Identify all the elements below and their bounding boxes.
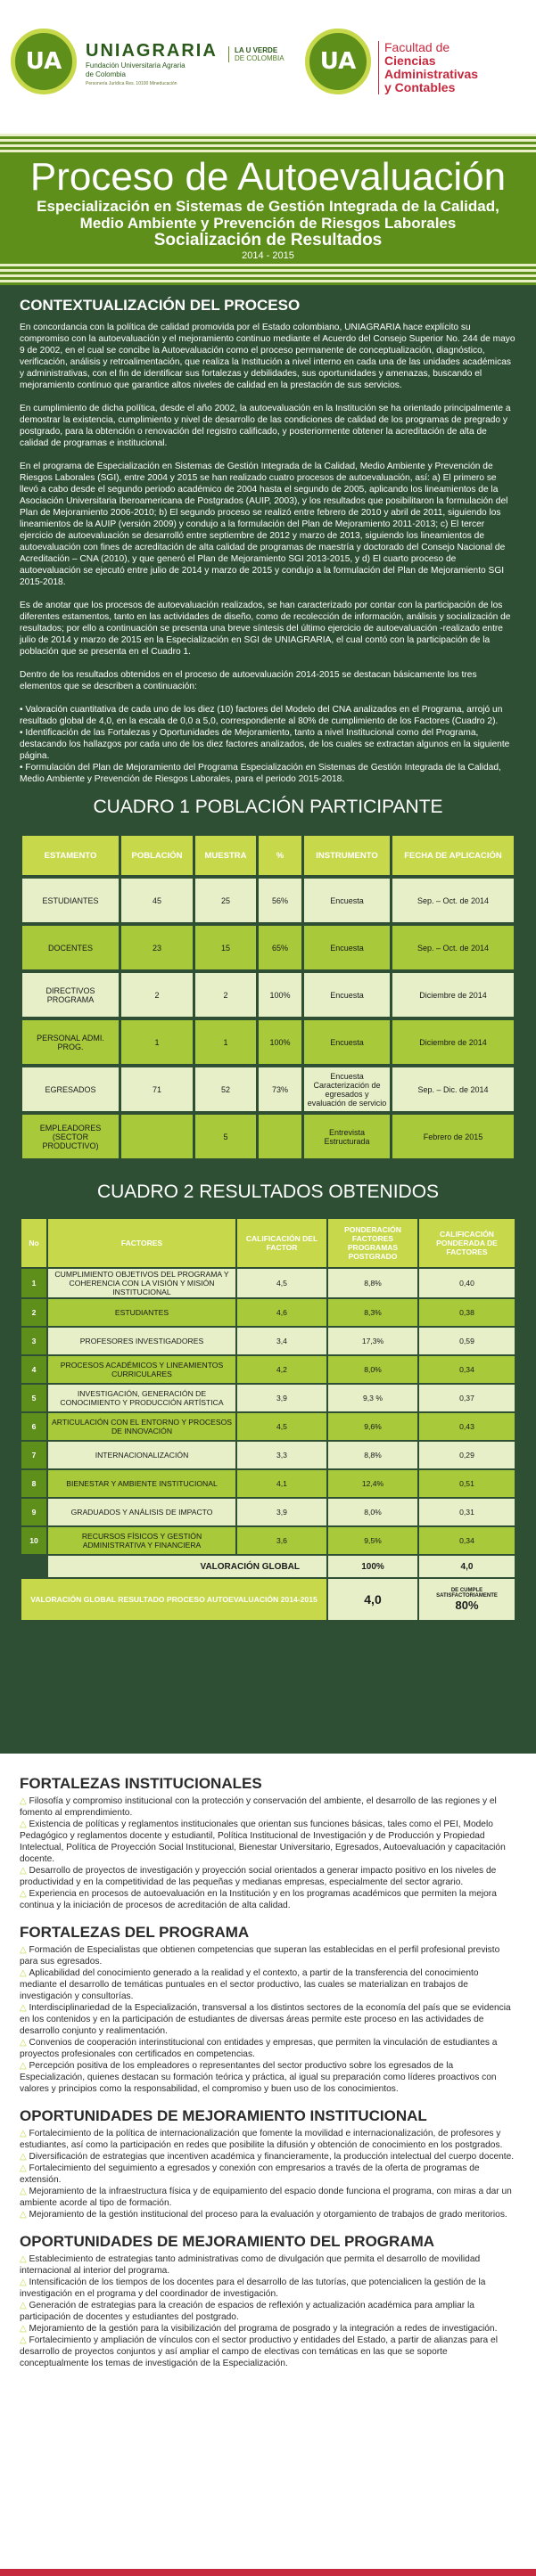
- list-item: [20, 1967, 516, 2002]
- list-item-text: Interdisciplinariedad de la Especialización, transversal a los distintos sectores de la economía del país que se evidencia en los contenidos y en la participación de estudiantes de diversas áreas permite este proceso en las actividades de desarrollo conjunto y realimentación.: [20, 2003, 511, 2036]
- table-cell: 17,3%: [328, 1328, 417, 1354]
- table-cell: 100%: [259, 973, 301, 1017]
- table-cell: INTERNACIONALIZACIÓN: [48, 1442, 235, 1468]
- table-cell: Encuesta: [304, 926, 390, 969]
- list-item: [20, 2151, 516, 2163]
- triangle-bullet-icon: △: [20, 2187, 29, 2196]
- table-cell: 0,40: [419, 1269, 515, 1297]
- factor-number: 4: [21, 1356, 46, 1383]
- table-cell: 0,31: [419, 1499, 515, 1525]
- col-header: POBLACIÓN: [121, 836, 193, 875]
- table-row: [21, 1527, 515, 1554]
- table-cell: 3,4: [237, 1328, 326, 1354]
- triangle-bullet-icon: △: [20, 2003, 29, 2013]
- list-item-text: Fortalecimiento de la política de internacionalización que fomente la movilidad e internacionalización, de profesores y estudiantes, así como la participación en redes que posibilite la difusión y obtención de conocimiento en los postgrados.: [20, 2129, 503, 2150]
- table-cell: 0,34: [419, 1356, 515, 1383]
- table-row: [22, 879, 514, 922]
- list-item-text: Mejoramiento de la gestión institucional del proceso para la evaluación y otorgamiento de trabajos de grado meritorios.: [29, 2210, 507, 2220]
- faculty-name: [378, 41, 530, 94]
- cuadro2-title: CUADRO 2 RESULTADOS OBTENIDOS: [96, 1182, 440, 1202]
- table-row: [21, 1470, 515, 1497]
- col-header: INSTRUMENTO: [304, 836, 390, 875]
- table-cell: Diciembre de 2014: [392, 1020, 514, 1064]
- table-cell: DOCENTES: [22, 926, 119, 969]
- oportunidades-prog-title: OPORTUNIDADES DE MEJORAMIENTO DEL PROGRAMA: [20, 2233, 435, 2250]
- table-cell: Sep. – Dic. de 2014: [392, 1067, 514, 1111]
- table-cell: 0,29: [419, 1442, 515, 1468]
- factor-number: 6: [21, 1413, 46, 1440]
- faculty-line-2: Ciencias Administrativas: [384, 53, 479, 81]
- table-cell: Diciembre de 2014: [392, 973, 514, 1017]
- global-label: VALORACIÓN GLOBAL RESULTADO PROCESO AUTOEVALUACIÓN 2014-2015: [21, 1579, 326, 1620]
- list-item: [20, 2163, 516, 2186]
- fortalezas-prog-list: [20, 1944, 516, 2095]
- table-cell: 4,2: [237, 1356, 326, 1383]
- table-header-row: [22, 836, 514, 875]
- factor-number: 9: [21, 1499, 46, 1525]
- table-cell: 8,3%: [328, 1299, 417, 1326]
- triangle-bullet-icon: △: [20, 1866, 29, 1876]
- table-cell: 65%: [259, 926, 301, 969]
- table-cell: 56%: [259, 879, 301, 922]
- table-cell: 73%: [259, 1067, 301, 1111]
- table-cell: 4,6: [237, 1299, 326, 1326]
- fortalezas-prog-title: FORTALEZAS DEL PROGRAMA: [20, 1924, 250, 1941]
- list-item: [20, 2209, 516, 2220]
- list-item: [20, 1819, 516, 1865]
- table-cell: 0,43: [419, 1413, 515, 1440]
- top-stripes: [0, 134, 536, 155]
- col-header: ESTAMENTO: [22, 836, 119, 875]
- faculty-line-1: Facultad de: [384, 40, 450, 54]
- results-table: [20, 1217, 516, 1622]
- table-cell: 9,3 %: [328, 1385, 417, 1411]
- table-cell: 8,0%: [328, 1356, 417, 1383]
- triangle-bullet-icon: △: [20, 2254, 29, 2264]
- triangle-bullet-icon: △: [20, 1945, 29, 1955]
- table-cell: 0,51: [419, 1470, 515, 1497]
- table-cell: 15: [195, 926, 256, 969]
- verde-line-1: LA U VERDE: [235, 46, 278, 54]
- list-item-text: Aplicabilidad del conocimiento generado a la realidad y el contexto, a partir de la transferencia del conocimiento mediante el desarrollo de temáticas puntuales en el sector productivo, las cuales se materializan en trabajos de investigación y consultorías.: [20, 1968, 479, 2001]
- table-cell: 71: [121, 1067, 193, 1111]
- cumple-pct: 80%: [455, 1598, 479, 1612]
- table-cell: 2: [195, 973, 256, 1017]
- triangle-bullet-icon: △: [20, 2163, 29, 2173]
- table-cell: 52: [195, 1067, 256, 1111]
- main-content: [0, 285, 536, 1754]
- table-cell: PERSONAL ADMI. PROG.: [22, 1020, 119, 1064]
- table-cell: 9,5%: [328, 1527, 417, 1554]
- list-item-text: Convenios de cooperación interinstitucional con entidades y empresas, que permiten la vinculación de estudiantes a proyectos profesionales con certificados en competencias.: [20, 2038, 498, 2059]
- table-row: [21, 1269, 515, 1297]
- col-header: CALIFICACIÓN PONDERADA DE FACTORES: [419, 1219, 515, 1267]
- cuadro1-title: CUADRO 1 POBLACIÓN PARTICIPANTE: [93, 797, 443, 817]
- factor-number: 5: [21, 1385, 46, 1411]
- list-item: [20, 2335, 516, 2369]
- table-cell: Entrevista Estructurada: [304, 1115, 390, 1158]
- col-header: No: [21, 1219, 46, 1267]
- table-row: [21, 1385, 515, 1411]
- header: [0, 0, 536, 134]
- table-row: [22, 1067, 514, 1111]
- uni-name: UNIAGRARIA: [86, 41, 218, 61]
- uni-sub-2: de Colombia: [86, 70, 126, 78]
- title-block: [0, 157, 536, 262]
- context-paragraph: Dentro de los resultados obtenidos en el proceso de autoevaluación 2014-2015 se destacan básicamente los tres elementos que se describen a continuación:: [20, 670, 477, 691]
- list-item-text: Experiencia en procesos de autoevaluación en la Institución y en los programas académicos que permiten la mejora continua y la iniciación de procesos de acreditación de alta calidad.: [20, 1889, 497, 1910]
- table-cell: 8,0%: [328, 1499, 417, 1525]
- table-cell: Encuesta: [304, 1020, 390, 1064]
- table-cell: Febrero de 2015: [392, 1115, 514, 1158]
- total-pct: 100%: [328, 1556, 417, 1577]
- col-header: MUESTRA: [195, 836, 256, 875]
- table-cell: EMPLEADORES (SECTOR PRODUCTIVO): [22, 1115, 119, 1158]
- factor-number: 1: [21, 1269, 46, 1297]
- col-header: FECHA DE APLICACIÓN: [392, 836, 514, 875]
- list-item: [20, 1865, 516, 1888]
- table-cell: CUMPLIMIENTO OBJETIVOS DEL PROGRAMA Y COHERENCIA CON LA VISIÓN Y MISIÓN INSTITUCIONAL: [48, 1269, 235, 1297]
- u-verde-block: [228, 46, 293, 62]
- triangle-bullet-icon: △: [20, 1796, 29, 1806]
- list-item-text: Establecimiento de estrategias tanto administrativas como de divulgación que permita el desarrollo de movilidad internacional al interior del programa.: [20, 2254, 481, 2276]
- years: 2014 - 2015: [242, 250, 294, 261]
- factor-number: 10: [21, 1527, 46, 1554]
- oportunidades-prog-list: [20, 2253, 516, 2369]
- uni-sub-1: Fundación Universitaria Agraria: [86, 61, 186, 70]
- table-cell: Encuesta: [304, 973, 390, 1017]
- list-item-text: Desarrollo de proyectos de investigación y proyección social orientados a generar impacto positivo en los niveles de productividad y en la competitividad de las pequeñas y medianas empresas, especialmente del sector agrario.: [20, 1866, 497, 1887]
- table-cell: Encuesta: [304, 879, 390, 922]
- table-row: [22, 926, 514, 969]
- list-item: [20, 2037, 516, 2060]
- table-cell: 8,8%: [328, 1442, 417, 1468]
- bottom-stripes: [0, 264, 536, 285]
- factor-number: 7: [21, 1442, 46, 1468]
- table-cell: [259, 1115, 301, 1158]
- total-label: VALORACIÓN GLOBAL: [48, 1556, 326, 1577]
- list-item-text: Percepción positiva de los empleadores o representantes del sector productivo sobre los egresados de la Especialización, quienes destacan su formación teórica y práctica, al igual su preparación como líderes proactivos con valores y principios como la responsabilidad, el compromiso y buen uso de los conocimientos.: [20, 2061, 497, 2094]
- list-item: [20, 1795, 516, 1819]
- triangle-bullet-icon: △: [20, 2335, 29, 2345]
- list-item: [20, 2128, 516, 2151]
- sub-title-1: Especialización en Sistemas de Gestión Integrada de la Calidad,: [37, 198, 499, 215]
- oportunidades-inst-list: [20, 2128, 516, 2220]
- list-item-text: Mejoramiento de la infraestructura física y de equipamiento del espacio donde funciona el programa, con miras a dar un ambiente acorde al tipo de formación.: [20, 2187, 512, 2208]
- table-cell: 3,9: [237, 1385, 326, 1411]
- context-paragraph: En concordancia con la política de calidad promovida por el Estado colombiano, UNIAGRARIA hace explícito su compromiso con la autoevaluación y el mejoramiento continuo mediante el Acuerdo del Consejo Superior No. 244 de mayo 9 de 2002, en el cual se concibe la Autoevaluación como el proceso permanente de conceptualización, diagnóstico, verificación, análisis y retroalimentación, que realiza la Institución a nivel interno en cada una de las unidades académicas y administrativas, con el fin de identificar sus fortalezas y debilidades, sus oportunidades y amenazas, buscando el mejoramiento continuo que garantice altos niveles de calidad en la prestación de sus servicios.: [20, 323, 515, 390]
- table-row: [21, 1328, 515, 1354]
- fortalezas-inst-list: [20, 1795, 516, 1911]
- context-title: CONTEXTUALIZACIÓN DEL PROCESO: [20, 297, 301, 314]
- list-item: [20, 2253, 516, 2277]
- main-title: Proceso de Autoevaluación: [29, 155, 507, 199]
- triangle-bullet-icon: △: [20, 2210, 29, 2220]
- table-cell: 100%: [259, 1020, 301, 1064]
- table-row: [22, 973, 514, 1017]
- verde-line-2: DE COLOMBIA: [235, 54, 284, 62]
- table-cell: 4,5: [237, 1413, 326, 1440]
- global-value: 4,0: [328, 1579, 417, 1620]
- list-item: [20, 1888, 516, 1911]
- table-cell: 0,37: [419, 1385, 515, 1411]
- list-item-text: Mejoramiento de la gestión para la visibilización del programa de posgrado y la integración a redes de investigación.: [29, 2324, 498, 2334]
- uni-tiny: Personería Jurídica Res. 10100 Mineducación: [86, 81, 177, 86]
- table-cell: BIENESTAR Y AMBIENTE INSTITUCIONAL: [48, 1470, 235, 1497]
- cumple-cell: [419, 1579, 515, 1620]
- bottom-bar: [0, 2569, 536, 2576]
- table-cell: 4,5: [237, 1269, 326, 1297]
- list-item: [20, 2060, 516, 2095]
- table-cell: Sep. – Oct. de 2014: [392, 879, 514, 922]
- table-row: [22, 1020, 514, 1064]
- title-band: [0, 134, 536, 285]
- table-cell: 3,3: [237, 1442, 326, 1468]
- triangle-bullet-icon: △: [20, 2129, 29, 2138]
- triangle-bullet-icon: △: [20, 2061, 29, 2071]
- table-cell: 3,6: [237, 1527, 326, 1554]
- list-item-text: Existencia de políticas y reglamentos institucionales que orientan sus funciones básicas, tales como el PEI, Modelo Pedagógico y reglamentos docente y estudiantil, Política Institucional de Investigación y de Producción y Propiedad Intelectual, Política de Proyección Social Institucional, Bienestar Universitario, Egresados, Autoevaluación y capacitación docente.: [20, 1820, 506, 1864]
- table-cell: 12,4%: [328, 1470, 417, 1497]
- table-cell: 5: [195, 1115, 256, 1158]
- table-cell: EGRESADOS: [22, 1067, 119, 1111]
- lower-sections: [0, 1754, 536, 2576]
- list-item-text: Generación de estrategias para la creación de espacios de reflexión y actualización académica para ampliar la participación de docentes y estudiantes del postgrado.: [20, 2301, 474, 2322]
- faculty-line-3: y Contables: [384, 80, 456, 94]
- context-paragraph: En cumplimiento de dicha política, desde el año 2002, la autoevaluación en la Institución se ha orientado principalmente a demostrar la existencia, cumplimiento y nivel de desarrollo de las condiciones de calidad de los programas de pregrado y postgrado, para la obtención o renovación del registro calificado, y posteriormente obtener la acreditación de alta de calidad de programas e institucional.: [20, 404, 511, 448]
- table-cell: 0,59: [419, 1328, 515, 1354]
- fortalezas-inst-title: FORTALEZAS INSTITUCIONALES: [20, 1775, 262, 1792]
- context-paragraph: Es de anotar que los procesos de autoevaluación realizados, se han caracterizado por contar con la participación de los diferentes estamentos, tanto en las actividades de diseño, como de recolección de información, análisis y socialización de resultados; por ello a continuación se presenta una breve síntesis del último ejercicio de autoevaluación -realizado entre julio de 2014 y marzo de 2015 en la Especialización en SGI de UNIAGRARIA, el cual contó con la participación de la población que se presenta en el Cuadro 1.: [20, 601, 511, 657]
- table-cell: 8,8%: [328, 1269, 417, 1297]
- faculty-logo: UA: [305, 29, 371, 94]
- table-row: [21, 1356, 515, 1383]
- table-row: [21, 1442, 515, 1468]
- table-cell: 9,6%: [328, 1413, 417, 1440]
- table-cell: 4,1: [237, 1470, 326, 1497]
- table-header-row: [21, 1219, 515, 1267]
- col-header: FACTORES: [48, 1219, 235, 1267]
- socializacion-title: Socialización de Resultados: [153, 231, 383, 249]
- table-cell: 1: [121, 1020, 193, 1064]
- table-cell: Sep. – Oct. de 2014: [392, 926, 514, 969]
- triangle-bullet-icon: △: [20, 2152, 29, 2162]
- global-row: [21, 1579, 515, 1620]
- table-row: [21, 1499, 515, 1525]
- table-cell: RECURSOS FÍSICOS Y GESTIÓN ADMINISTRATIVA Y FINANCIERA: [48, 1527, 235, 1554]
- table-cell: PROCESOS ACADÉMICOS Y LINEAMIENTOS CURRICULARES: [48, 1356, 235, 1383]
- triangle-bullet-icon: △: [20, 2324, 29, 2334]
- table-row: [21, 1413, 515, 1440]
- table-cell: 3,9: [237, 1499, 326, 1525]
- uniagraria-logo: UA: [11, 29, 77, 94]
- table-cell: ARTICULACIÓN CON EL ENTORNO Y PROCESOS DE INNOVACIÓN: [48, 1413, 235, 1440]
- table-cell: INVESTIGACIÓN, GENERACIÓN DE CONOCIMIENTO Y PRODUCCIÓN ARTÍSTICA: [48, 1385, 235, 1411]
- table-cell: GRADUADOS Y ANÁLISIS DE IMPACTO: [48, 1499, 235, 1525]
- oportunidades-inst-title: OPORTUNIDADES DE MEJORAMIENTO INSTITUCIONAL: [20, 2107, 427, 2124]
- factor-number: 3: [21, 1328, 46, 1354]
- table-cell: 23: [121, 926, 193, 969]
- factor-number: 2: [21, 1299, 46, 1326]
- list-item-text: Fortalecimiento del seguimiento a egresados y conexión con empresarios a través de la oferta de programas de extensión.: [20, 2163, 480, 2185]
- list-item: [20, 2277, 516, 2300]
- table-cell: 0,34: [419, 1527, 515, 1554]
- list-item-text: Filosofía y compromiso institucional con la protección y conservación del ambiente, el desarrollo de las regiones y el fomento al emprendimiento.: [20, 1796, 497, 1818]
- list-item: [20, 2323, 516, 2335]
- context-bullets: • Valoración cuantitativa de cada uno de los diez (10) factores del Modelo del CNA analizados en el Programa, arrojó un resultado global de 4,0, en la escala de 0,0 a 5,0, correspondiente al 80% de cumplimiento de los Factores (Cuadro 2). • Identificación de las Fortalezas y Oportunidades de Mejoramiento, tanto a nivel Institucional como del Programa, destacando los hallazgos por cada uno de los diez factores analizados, de los cuales se extractan algunos en la siguiente página. • Formulación del Plan de Mejoramiento del Programa Especialización en Sistemas de Gestión Integrada de la Calidad, Medio Ambiente y Prevención de Riesgos Laborales, para el periodo 2015-2018.: [20, 705, 510, 784]
- col-header: CALIFICACIÓN DEL FACTOR: [237, 1219, 326, 1267]
- list-item-text: Formación de Especialistas que obtienen competencias que superan las establecidas en el perfil profesional previsto para sus egresados.: [20, 1945, 500, 1967]
- cumple-label: DE CUMPLE SATISFACTORIAMENTE: [436, 1587, 498, 1599]
- triangle-bullet-icon: △: [20, 2301, 29, 2310]
- table-cell: DIRECTIVOS PROGRAMA: [22, 973, 119, 1017]
- list-item: [20, 2300, 516, 2323]
- list-item: [20, 2002, 516, 2037]
- list-item-text: Intensificación de los tiempos de los docentes para el desarrollo de las tutorías, que potencialicen la gestión de la investigación en el programa y del coordinador de investigación.: [20, 2278, 486, 2299]
- table-cell: Encuesta Caracterización de egresados y evaluación de servicio: [304, 1067, 390, 1111]
- table-cell: ESTUDIANTES: [22, 879, 119, 922]
- table-cell: 1: [195, 1020, 256, 1064]
- triangle-bullet-icon: △: [20, 1968, 29, 1978]
- factor-number: 8: [21, 1470, 46, 1497]
- table-cell: 2: [121, 973, 193, 1017]
- triangle-bullet-icon: △: [20, 1820, 29, 1829]
- table-cell: [121, 1115, 193, 1158]
- col-header: %: [259, 836, 301, 875]
- total-row: [21, 1556, 515, 1577]
- sub-title-2: Medio Ambiente y Prevención de Riesgos Laborales: [79, 215, 457, 232]
- list-item: [20, 1944, 516, 1967]
- table-cell: ESTUDIANTES: [48, 1299, 235, 1326]
- table-cell: 45: [121, 879, 193, 922]
- table-row: [22, 1115, 514, 1158]
- triangle-bullet-icon: △: [20, 2278, 29, 2287]
- table-row: [21, 1299, 515, 1326]
- col-header: PONDERACIÓN FACTORES PROGRAMAS POSTGRADO: [328, 1219, 417, 1267]
- uniagraria-name-block: [86, 41, 228, 86]
- total-value: 4,0: [419, 1556, 515, 1577]
- table-cell: 25: [195, 879, 256, 922]
- list-item-text: Fortalecimiento y ampliación de vínculos con el sector productivo y entidades del Estado, a partir de alianzas para el desarrollo de proyectos conjuntos y así ampliar el campo de electivas con temáticas en las que se soporte conceptualmente los temas de investigación de la Especialización.: [20, 2335, 498, 2368]
- list-item-text: Diversificación de estrategias que incentiven académica y financieramente, la producción intelectual del cuerpo docente.: [29, 2152, 515, 2162]
- context-paragraph: En el programa de Especialización en Sistemas de Gestión Integrada de la Calidad, Medio Ambiente y Prevención de Riesgos Laborales (SGI), entre 2004 y 2015 se han realizado cuatro procesos de autoevaluación, así: a) El primero se llevó a cabo desde el segundo periodo académico de 2004 hasta el segundo de 2005, aplicando los lineamientos de la Asociación Universitaria Iberoamericana de Postgrados (AUIP, 2003), y los resultados que posibilitaron la formulación del Plan de Mejoramiento 2006-2010; b) El segundo proceso se realizó entre febrero de 2010 y abril de 2011, siguiendo los lineamientos de la AUIP (versión 2009) y condujo a la formulación del Plan de Mejoramiento 2011-2013; c) El tercer ejercicio de autoevaluación se desarrolló entre septiembre de 2012 y marzo de 2013, siguiendo los lineamientos de autoevaluación con fines de acreditación de alta calidad de programas de maestría y doctorado del Consejo Nacional de Acreditación – CNA (2010), y que generó el Plan de Mejoramiento SGI 2013-2015, y d) El cuarto proceso de autoevaluación se ejecutó entre julio de 2014 y marzo de 2015 y condujo a la formulación del Plan de Mejoramiento SGI 2015-2018.: [20, 462, 508, 587]
- table-cell: PROFESORES INVESTIGADORES: [48, 1328, 235, 1354]
- triangle-bullet-icon: △: [20, 2038, 29, 2048]
- population-table: [20, 832, 516, 1162]
- table-cell: 0,38: [419, 1299, 515, 1326]
- list-item: [20, 2186, 516, 2209]
- triangle-bullet-icon: △: [20, 1889, 29, 1899]
